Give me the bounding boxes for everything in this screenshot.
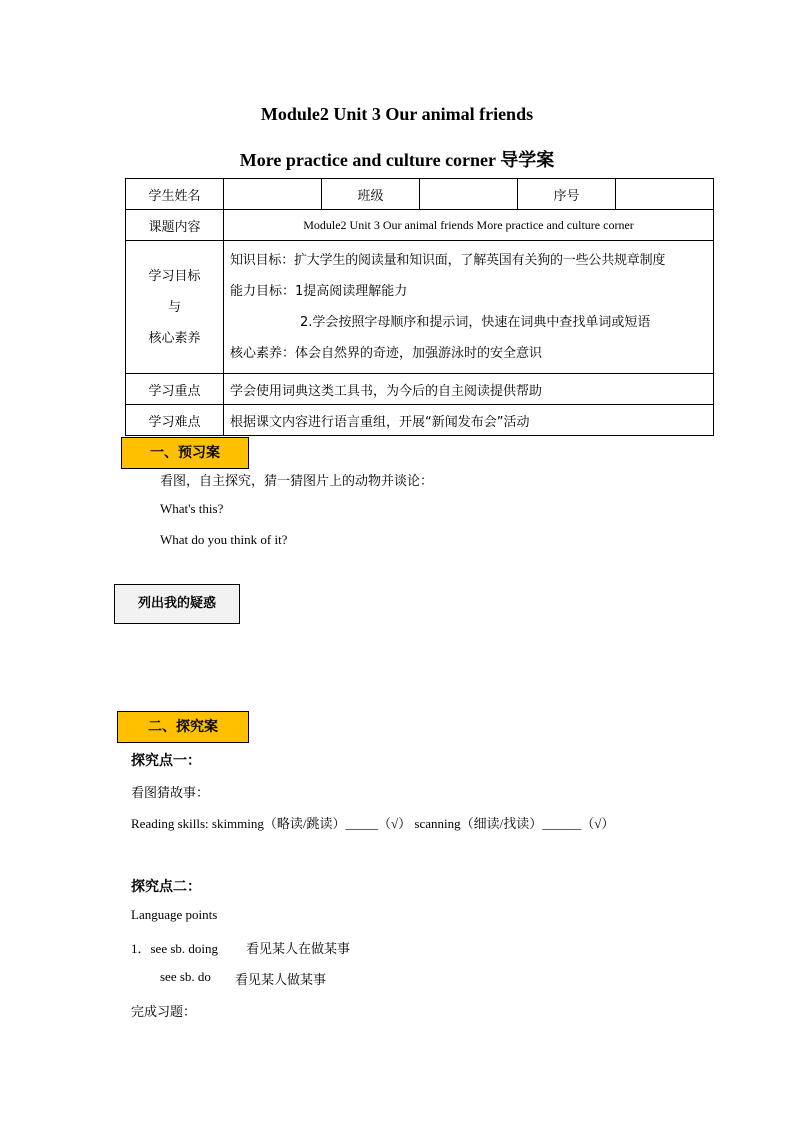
table-row — [126, 374, 714, 405]
number-label: 序号 — [518, 179, 616, 210]
language-points: Language points — [131, 907, 218, 922]
goal-ability-1: 能力目标：1提高阅读理解能力 — [230, 284, 408, 299]
lp2-cn: 看见某人做某事 — [235, 973, 327, 988]
number-field[interactable] — [616, 179, 714, 210]
table-row — [126, 210, 714, 241]
title-line-1: Module2 Unit 3 Our animal friends — [260, 104, 534, 124]
table-row — [126, 241, 714, 374]
lp1-en: 1．see sb. doing — [131, 941, 219, 956]
goal-core: 核心素养：体会自然界的奇迹，加强游泳时的安全意识 — [230, 346, 543, 361]
doubts-box: 列出我的疑惑 — [114, 584, 240, 624]
goals-label — [126, 241, 224, 374]
student-name-label: 学生姓名 — [126, 179, 224, 210]
section1-instruction: 看图，自主探究，猜一猜图片上的动物并谈论： — [160, 474, 434, 489]
section1-question-2: What do you think of it? — [160, 532, 288, 547]
point1-title: 探究点一： — [131, 753, 201, 769]
student-name-field[interactable] — [224, 179, 322, 210]
difficulties-value: 根据课文内容进行语言重组，开展“新闻发布会”活动 — [224, 405, 714, 436]
lp1-cn: 看见某人在做某事 — [246, 942, 351, 957]
key-points-value: 学会使用词典这类工具书，为今后的自主阅读提供帮助 — [224, 374, 714, 405]
goal-ability-2: 2.学会按照字母顺序和提示词，快速在词典中查找单词或短语 — [300, 315, 651, 330]
point1-text: 看图猜故事： — [131, 786, 210, 801]
lp2-en: see sb. do — [160, 969, 211, 984]
reading-skills: Reading skills: skimming（略读/跳读）_____（√） scanning（细读/找读）______（√） — [131, 816, 615, 831]
class-field[interactable] — [420, 179, 518, 210]
goals-label-line-2: 与 — [167, 299, 181, 315]
topic-label: 课题内容 — [126, 210, 224, 241]
section2-heading: 二、探究案 — [117, 711, 249, 743]
section1-heading: 一、预习案 — [121, 437, 249, 469]
table-row — [126, 179, 714, 210]
goals-label-line-1: 学习目标 — [148, 268, 201, 284]
section1-question-1: What's this? — [160, 501, 224, 516]
info-table — [125, 178, 714, 436]
table-row — [126, 405, 714, 436]
goal-knowledge: 知识目标：扩大学生的阅读量和知识面，了解英国有关狗的一些公共规章制度 — [230, 253, 666, 268]
goals-label-line-3: 核心素养 — [148, 330, 201, 346]
exercise-label: 完成习题： — [131, 1005, 197, 1020]
difficulties-label: 学习难点 — [126, 405, 224, 436]
goals-value — [224, 241, 714, 374]
title-line-2: More practice and culture corner 导学案 — [239, 150, 555, 170]
class-label: 班级 — [322, 179, 420, 210]
topic-value: Module2 Unit 3 Our animal friends More practice and culture corner — [224, 210, 714, 241]
point2-title: 探究点二： — [131, 879, 201, 895]
key-points-label: 学习重点 — [126, 374, 224, 405]
